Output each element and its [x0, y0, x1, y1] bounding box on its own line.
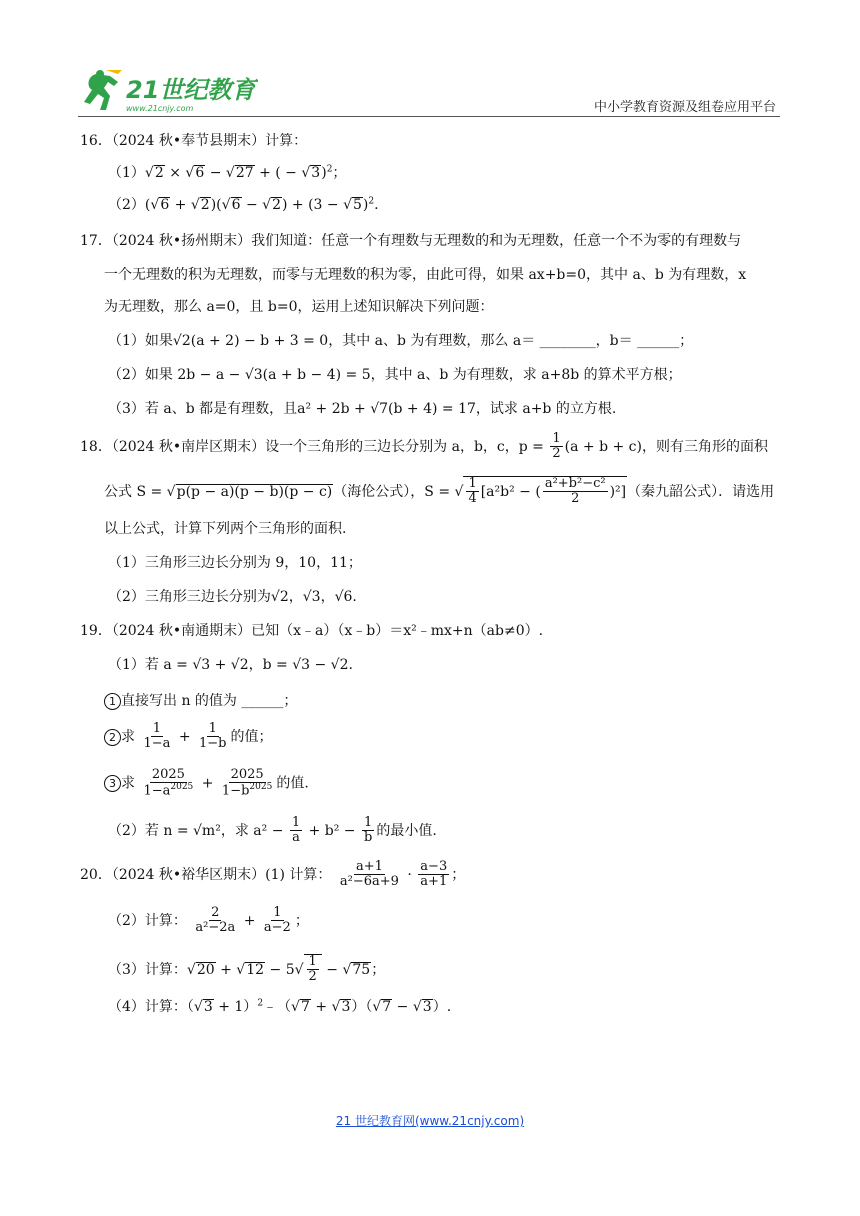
q17-part2: （2）如果 2b − a − √3(a + b − 4) = 5，其中 a、b 为有理数，求 a+8b 的算术平方根；	[108, 367, 682, 383]
q16-part2: $(2)(√6 + √2)(√6 - √2) + (3 - √5)^2$.	[108, 196, 379, 213]
header	[78, 66, 780, 118]
svg-text:www.21cnjy.com: www.21cnjy.com	[126, 104, 194, 113]
q19-sub1: 1 直接写出 n 的值为 ______；	[104, 690, 297, 710]
q17-line2: 一个无理数的积为无理数，而零与无理数的积为零，由此可得，如果 ax+b=0，其中 a、b 为有理数，x	[104, 267, 747, 283]
logo-icon	[78, 68, 258, 116]
q20-stem: 20．（2024 秋•裕华区期末）(1) 计算： $\frac{a+1}{\text{a²−6a+9}}$ · $\frac{a-3}{a+1}$ ；	[80, 859, 466, 890]
header-divider	[78, 116, 780, 117]
q17-part3: （3）若 a、b 都是有理数，且a² + 2b + √7(b + 4) = 17，试求 a+b 的立方根.	[108, 401, 617, 417]
q17-line3: 为无理数，那么 a=0，且 b=0，运用上述知识解决下列问题：	[104, 299, 494, 315]
q19-part2: （2）若 n = √m²，求 a² − $\frac{1}{a}$ + b² − $\frac{1}{b}$ 的最小值.	[108, 815, 437, 846]
footer	[0, 1112, 860, 1129]
q19-part1: （1）若 a = √3 + √2，b = √3 − √2.	[108, 657, 353, 673]
q20-part2: （2）计算： $\frac{2}{\text{a²−2a}}$ + $\frac{1}{a-2}$ ；	[108, 905, 309, 936]
svg-text:21世纪教育: 21世纪教育	[126, 76, 256, 104]
circled-3-icon: 3	[104, 775, 121, 792]
q16-stem: 16．（2024 秋•奉节县期末）计算：	[80, 133, 308, 149]
q17-part1: （1）如果√2(a + 2) − b + 3 = 0，其中 a、b 为有理数，那么 a＝ ________，b＝ ______；	[108, 333, 694, 349]
footer-link[interactable]: 21 世纪教育网(www.21cnjy.com)	[335, 1114, 525, 1128]
circled-2-icon: 2	[104, 729, 121, 746]
q18-line3: 以上公式，计算下列两个三角形的面积.	[104, 521, 347, 537]
q19-stem: 19．（2024 秋•南通期末）已知（x﹣a）（x﹣b）＝x²﹣mx+n（ab≠0）.	[80, 623, 544, 639]
q19-sub3: 3 求 $\frac{2025}{1-a^{2025}}$ + $\frac{2025}{1-b^{2025}}$ 的值.	[104, 768, 309, 799]
q16-part1: （1）√2 × √6 − √27 + ( − √3)$^2$；	[108, 164, 347, 181]
q18-line2: 公式 S = √p(p − a)(p − b)(p − c)（海伦公式），S = √ $\frac{1}{4}$ [a²b² − ( $\frac{\text{a²+b²−c²}}{2}$ )²]（秦九韶公式）．请选用	[104, 476, 775, 507]
q19-sub2: 2 求 $\frac{1}{1-a}$ + $\frac{1}{1-b}$ 的值；	[104, 722, 273, 752]
q18-part2: （2）三角形三边长分别为√2，√3，√6.	[108, 589, 357, 605]
platform-name: 中小学教育资源及组卷应用平台	[593, 100, 776, 115]
q18-line1: 18．（2024 秋•南岸区期末）设一个三角形的三边长分别为 a，b，c，p = $\frac{1}{2}$ (a + b + c)，则有三角形的面积	[80, 431, 768, 462]
q20-part4: （4）计算：$(√3 + 1)^2﹣(√7 + √3)(√7 - √3)$.	[108, 998, 452, 1015]
q18-part1: （1）三角形三边长分别为 9，10，11；	[108, 555, 362, 571]
q20-part3: （3）计算：√20 + √12 − 5√ $\frac{1}{2}$ − √75；	[108, 954, 386, 985]
q17-line1: 17．（2024 秋•扬州期末）我们知道：任意一个有理数与无理数的和为无理数，任意一个不为零的有理数与	[80, 233, 742, 249]
circled-1-icon: 1	[104, 693, 121, 710]
